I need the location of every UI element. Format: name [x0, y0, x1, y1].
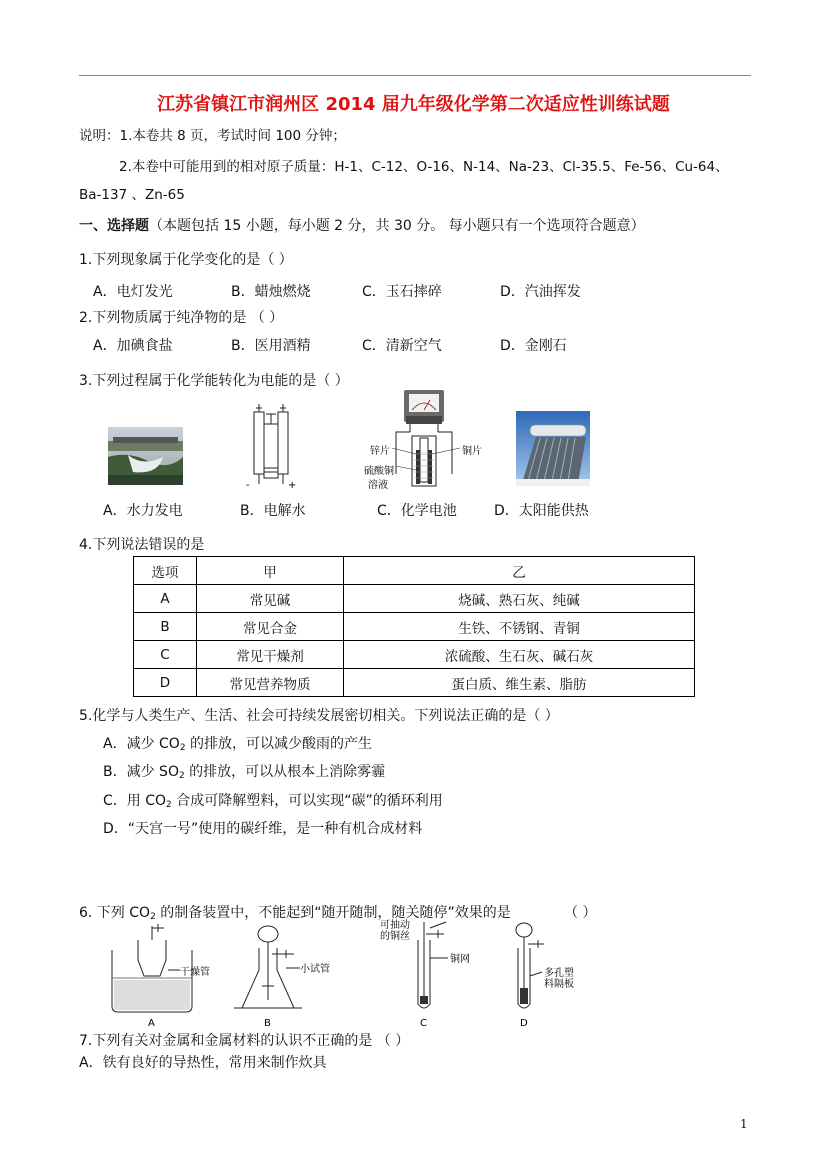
q2-option-b: B．医用酒精	[231, 338, 311, 354]
q3-option-b: B．电解水	[240, 503, 306, 519]
table-cell: 烧碱、熟石灰、纯碱	[344, 585, 695, 613]
q4-table	[133, 556, 695, 697]
q2-option-d: D．金刚石	[500, 338, 567, 354]
q2-option-c: C．清新空气	[362, 338, 442, 354]
q5-stem: 5.化学与人类生产、生活、社会可持续发展密切相关。下列说法正确的是（ ）	[79, 708, 559, 724]
q3-stem: 3.下列过程属于化学能转化为电能的是（ ）	[79, 373, 349, 389]
small-tube-label: 小试管	[300, 964, 330, 975]
electrolysis-apparatus	[240, 402, 302, 492]
q5-option-c-post: 合成可降解塑料，可以实现“碳”的循环利用	[171, 793, 443, 809]
q5-option-b-pre: B．减少 SO	[103, 764, 179, 780]
q3-option-c: C．化学电池	[377, 503, 457, 519]
section-heading-desc: （本题包括 15 小题，每小题 2 分，共 30 分。 每小题只有一个选项符合题意）	[149, 218, 645, 234]
q5-option-a-sub: 2	[179, 743, 186, 753]
q3-option-d: D．太阳能供热	[494, 503, 589, 519]
solar-heater-image	[516, 411, 590, 486]
apparatus-label-a: A	[148, 1018, 155, 1029]
q5-option-c	[103, 790, 443, 810]
section-heading-label: 一、选择题	[79, 218, 149, 234]
plastic-plate-label-2: 料隔板	[544, 979, 574, 990]
q6-stem-post: 的制备装置中，不能起到“随开随制，随关随停”效果的是	[155, 905, 511, 921]
q6-stem-sub: 2	[150, 912, 156, 922]
table-cell: 浓硫酸、生石灰、碱石灰	[344, 641, 695, 669]
table-cell: 常见干燥剂	[197, 641, 344, 669]
table-cell: D	[134, 669, 197, 697]
q4-stem: 4.下列说法错误的是	[79, 537, 205, 553]
plastic-plate-label-1: 多孔塑	[544, 968, 574, 979]
table-row	[134, 641, 695, 669]
table-cell: A	[134, 585, 197, 613]
q5-option-c-sub: 2	[166, 800, 172, 810]
q6-answer-paren: （ ）	[564, 905, 597, 921]
q5-option-c-pre: C．用 CO	[103, 793, 167, 809]
apparatus-label-b: B	[264, 1018, 271, 1029]
table-header-cell: 乙	[344, 557, 695, 585]
q5-option-d: D．“天宫一号”使用的碳纤维，是一种有机合成材料	[103, 821, 423, 837]
q1-stem: 1.下列现象属于化学变化的是（ ）	[79, 252, 293, 268]
q7-stem: 7.下列有关对金属和金属材料的认识不正确的是 （ ）	[79, 1033, 410, 1049]
drying-tube-label: 干燥管	[180, 967, 210, 978]
q5-option-b-sub: 2	[178, 771, 185, 781]
solution-label-1: 硫酸铜	[364, 466, 394, 477]
electrolysis-plus: +	[288, 480, 297, 491]
q5-option-a-pre: A．减少 CO	[103, 736, 180, 752]
table-cell: B	[134, 613, 197, 641]
q5-option-b	[103, 761, 385, 781]
section-heading	[79, 215, 645, 235]
q1-option-d: D．汽油挥发	[500, 284, 581, 300]
table-cell: 常见营养物质	[197, 669, 344, 697]
table-header-cell: 甲	[197, 557, 344, 585]
zinc-label: 锌片	[370, 446, 390, 457]
chemical-battery-apparatus	[362, 388, 492, 492]
apparatus-label-c: C	[420, 1018, 427, 1029]
hydropower-image	[108, 427, 183, 485]
q2-stem: 2.下列物质属于纯净物的是 （ ）	[79, 310, 284, 326]
note-line-2: 2.本卷中可能用到的相对原子质量：H-1、C-12、O-16、N-14、Na-23、Cl-35.5、Fe-56、Cu-64、	[119, 159, 729, 175]
note-line-3: Ba-137 、Zn-65	[79, 187, 185, 203]
q5-option-b-post: 的排放，可以从根本上消除雾霾	[184, 764, 386, 780]
q6-stem	[79, 902, 511, 922]
q2-option-a: A．加碘食盐	[93, 338, 173, 354]
q3-option-a: A．水力发电	[103, 503, 183, 519]
note-line-1: 说明：1.本卷共 8 页，考试时间 100 分钟；	[79, 128, 346, 144]
table-row	[134, 585, 695, 613]
q5-option-a	[103, 733, 372, 753]
q1-option-b: B．蜡烛燃烧	[231, 284, 311, 300]
electrolysis-minus: -	[246, 480, 250, 491]
apparatus-label-d: D	[520, 1018, 528, 1029]
header-rule	[79, 75, 751, 76]
table-row	[134, 613, 695, 641]
q1-option-c: C．玉石摔碎	[362, 284, 442, 300]
table-cell: 蛋白质、维生素、脂肪	[344, 669, 695, 697]
table-cell: 常见碱	[197, 585, 344, 613]
page-title: 江苏省镇江市润州区 2014 届九年级化学第二次适应性训练试题	[157, 94, 670, 115]
table-header-cell: 选项	[134, 557, 197, 585]
copper-label: 铜片	[462, 446, 482, 457]
copper-wire-label-2: 的铜丝	[380, 931, 410, 942]
table-cell: 生铁、不锈钢、青铜	[344, 613, 695, 641]
page-number: 1	[740, 1117, 748, 1131]
solution-label-2: 溶液	[368, 480, 388, 491]
q1-option-a: A．电灯发光	[93, 284, 173, 300]
q5-option-a-post: 的排放，可以减少酸雨的产生	[185, 736, 373, 752]
copper-wire-label-1: 可抽动	[380, 920, 410, 931]
table-row	[134, 669, 695, 697]
q6-stem-pre: 6. 下列 CO	[79, 905, 151, 921]
table-cell: C	[134, 641, 197, 669]
table-cell: 常见合金	[197, 613, 344, 641]
q6-apparatus-figure	[104, 920, 574, 1030]
copper-mesh-label: 铜网	[450, 954, 470, 965]
q7-option-a: A．铁有良好的导热性，常用来制作炊具	[79, 1055, 327, 1071]
table-header-row	[134, 557, 695, 585]
